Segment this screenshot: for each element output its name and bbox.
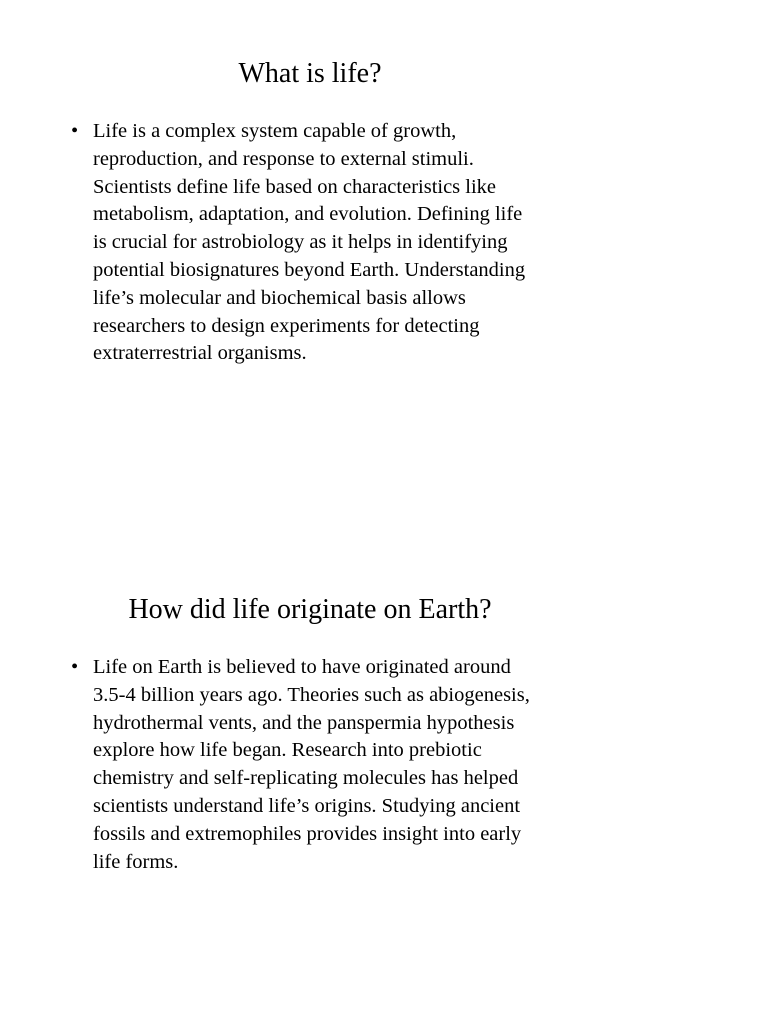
- section-heading: What is life?: [238, 58, 382, 89]
- bullet-item: [0, 118, 538, 368]
- bullet-item: [0, 654, 538, 876]
- bullet-icon: •: [71, 120, 79, 142]
- bullet-text: Life is a complex system capable of growth, reproduction, and response to external stimuli. Scientists define life based on characteristics like metabolism, adaptation, and evolution. Defining life is crucial for astrobiology as it helps in identifying potential biosignatures beyond Earth. Understanding life’s molecular and biochemical basis allows researchers to design experiments for detecting extraterrestrial organisms.: [93, 120, 526, 365]
- bullet-icon: •: [71, 656, 79, 678]
- bullet-text: Life on Earth is believed to have originated around 3.5-4 billion years ago. Theories such as abiogenesis, hydrothermal vents, and the panspermia hypothesis explore how life began. Research into prebiotic chemistry and self-replicating molecules has helped scientists understand life’s origins. Studying ancient fossils and extremophiles provides insight into early life forms.: [93, 656, 530, 873]
- section-what-is-life: [0, 52, 620, 368]
- section-origin-of-life: [0, 588, 620, 876]
- section-heading: How did life originate on Earth?: [128, 594, 492, 625]
